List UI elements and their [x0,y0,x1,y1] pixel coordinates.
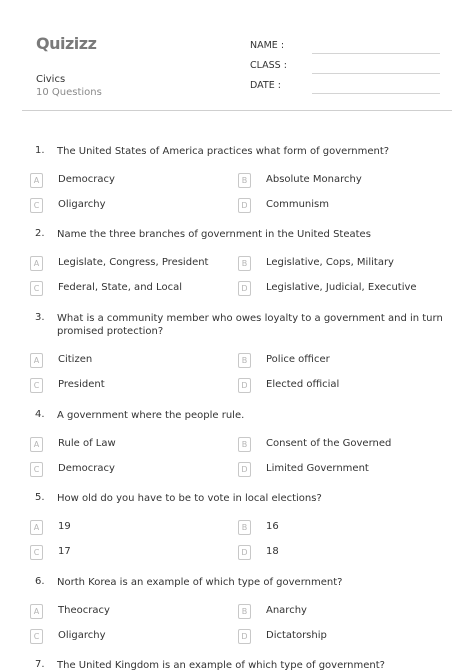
question-number: 1. [35,145,45,156]
class-line[interactable] [312,73,440,74]
quizizz-logo: Quizizz [36,34,97,53]
question-text: The United States of America practices what form of government? [57,146,390,157]
option-text: Legislate, Congress, President [58,257,209,268]
option-text: Oligarchy [58,630,106,641]
worksheet-title: Civics [36,74,66,85]
option-text: 19 [58,521,71,532]
question-number: 5. [35,492,45,503]
option-letter: A [30,353,43,368]
class-label: CLASS : [250,60,287,71]
option-letter: A [30,256,43,271]
question-number: 6. [35,576,45,587]
option-text: Elected official [266,379,340,390]
date-field[interactable] [250,80,440,94]
option-text: Legislative, Judicial, Executive [266,282,417,293]
question-text: What is a community member who owes loyalty to a government and in turn promised protection? [57,313,443,337]
name-line[interactable] [312,53,440,54]
option-letter: C [30,378,43,393]
question-number: 7. [35,659,45,670]
date-label: DATE : [250,80,281,91]
option-letter: C [30,462,43,477]
date-line[interactable] [312,93,440,94]
option-letter: C [30,198,43,213]
question-number: 2. [35,228,45,239]
question-count: 10 Questions [36,87,102,98]
question-text: Name the three branches of government in the United Steates [57,229,371,240]
option-text: 18 [266,546,279,557]
option-text: President [58,379,105,390]
option-letter: A [30,520,43,535]
option-letter: B [238,353,251,368]
option-text: Consent of the Governed [266,438,392,449]
option-text: Democracy [58,463,115,474]
question-text: A government where the people rule. [57,410,245,421]
option-text: Limited Government [266,463,369,474]
option-letter: A [30,173,43,188]
option-letter: C [30,545,43,560]
question-number: 3. [35,312,45,323]
option-letter: B [238,604,251,619]
option-text: Citizen [58,354,93,365]
option-letter: D [238,198,251,213]
option-letter: D [238,378,251,393]
option-text: 16 [266,521,279,532]
option-text: Federal, State, and Local [58,282,182,293]
option-letter: D [238,629,251,644]
name-field[interactable] [250,40,440,54]
option-text: Oligarchy [58,199,106,210]
option-letter: D [238,281,251,296]
option-text: Legislative, Cops, Military [266,257,394,268]
option-text: Police officer [266,354,330,365]
option-letter: C [30,629,43,644]
option-text: Dictatorship [266,630,327,641]
option-letter: B [238,173,251,188]
question-number: 4. [35,409,45,420]
option-letter: A [30,437,43,452]
option-letter: B [238,256,251,271]
option-text: 17 [58,546,71,557]
option-letter: D [238,545,251,560]
question-text: North Korea is an example of which type of government? [57,577,343,588]
option-text: Democracy [58,174,115,185]
option-letter: A [30,604,43,619]
option-text: Communism [266,199,329,210]
option-letter: B [238,437,251,452]
worksheet-header [22,22,452,111]
option-text: Theocracy [58,605,110,616]
option-letter: D [238,462,251,477]
class-field[interactable] [250,60,440,74]
option-letter: C [30,281,43,296]
option-text: Anarchy [266,605,307,616]
option-letter: B [238,520,251,535]
name-label: NAME : [250,40,285,51]
option-text: Rule of Law [58,438,116,449]
question-text: The United Kingdom is an example of which type of government? [57,660,385,671]
question-text: How old do you have to be to vote in local elections? [57,493,322,504]
option-text: Absolute Monarchy [266,174,362,185]
